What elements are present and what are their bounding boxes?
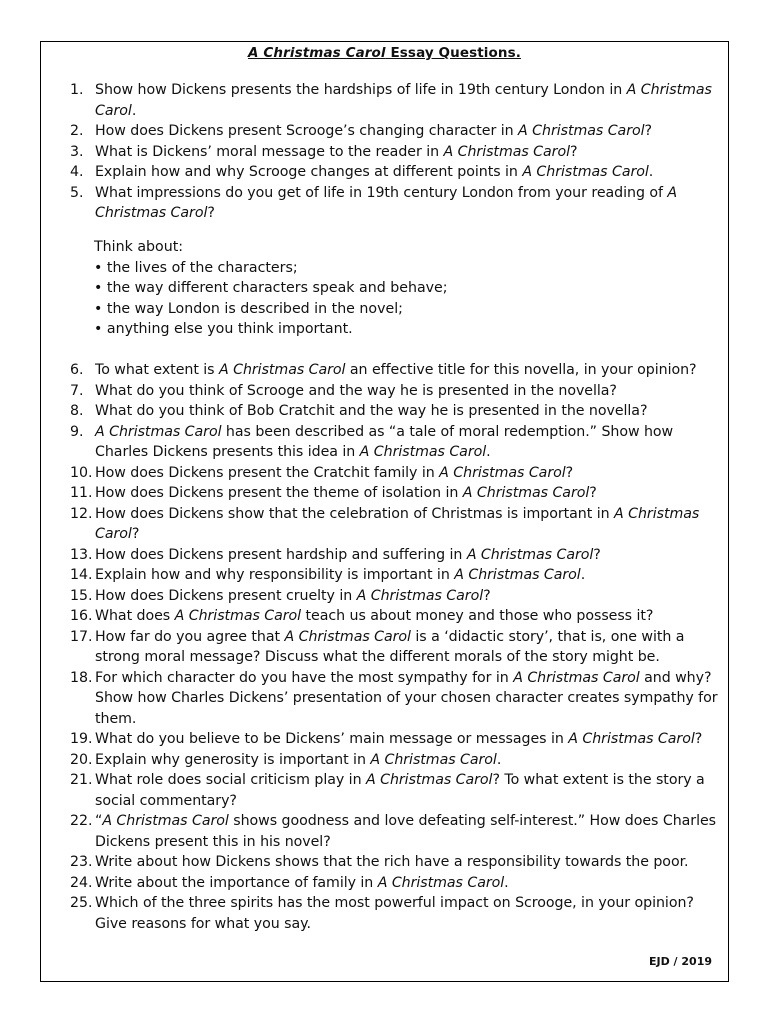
question-item — [70, 545, 722, 566]
question-item — [70, 852, 722, 873]
question-text: How does Dickens present the theme of isolation in — [95, 485, 463, 501]
question-text: How does Dickens present hardship and suffering in — [95, 546, 467, 563]
question-text: For which character do you have the most sympathy for in — [95, 669, 514, 686]
question-item — [70, 873, 722, 894]
question-number: 15. — [70, 587, 93, 604]
question-text: ? — [569, 143, 578, 160]
question-text: ? — [131, 526, 140, 542]
question-text: What do you think of Bob Cratchit and the way he is presented in the novella? — [95, 403, 648, 419]
question-number: 21. — [70, 772, 93, 788]
question-number: 2. — [70, 123, 84, 139]
title-italic: A Christmas Carol — [439, 464, 566, 481]
title-italic: A Christmas Carol — [462, 485, 590, 501]
question-item — [70, 586, 722, 607]
question-text: ? — [644, 123, 652, 139]
title-italic: A Christmas Carol — [522, 164, 649, 180]
question-text: teach us about money and those who possess it? — [301, 608, 654, 624]
question-number: 25. — [70, 895, 93, 911]
title-italic: A Christmas Carol — [356, 587, 484, 604]
title-italic: A Christmas Carol — [95, 505, 700, 542]
question-text: . — [648, 164, 654, 180]
question-item — [70, 121, 722, 142]
question-item — [70, 893, 722, 934]
think-item: • anything else you think important. — [94, 321, 353, 337]
question-item — [70, 627, 722, 668]
question-number: 6. — [70, 362, 84, 378]
title-italic: A Christmas Carol — [102, 813, 229, 829]
question-item — [70, 162, 722, 183]
question-number: 24. — [70, 874, 93, 891]
question-list-b — [70, 360, 722, 934]
question-item — [70, 463, 722, 484]
question-text: an effective title for this novella, in your opinion? — [345, 362, 697, 378]
question-text: . — [131, 102, 137, 119]
title-italic: A Christmas Carol — [466, 546, 594, 563]
question-item — [70, 381, 722, 402]
question-text: ? — [207, 205, 215, 221]
question-text: “ — [95, 813, 103, 829]
question-item — [70, 401, 722, 422]
question-number: 3. — [70, 143, 84, 160]
question-number: 13. — [70, 546, 93, 563]
think-item: • the way different characters speak and behave; — [94, 280, 448, 296]
think-about-heading: Think about: — [94, 239, 184, 255]
title-italic: A Christmas Carol — [95, 423, 222, 440]
question-text: What does — [95, 608, 175, 624]
question-number: 19. — [70, 731, 93, 747]
question-item — [70, 483, 722, 504]
title-italic: A Christmas Carol — [95, 82, 712, 119]
title-italic: A Christmas Carol — [568, 731, 695, 747]
footer-initials-year: EJD / 2019 — [648, 955, 712, 968]
title-italic: A Christmas Carol — [218, 362, 346, 378]
question-text: Show how Dickens presents the hardships of life in 19th century London in — [95, 82, 627, 98]
question-text: How far do you agree that — [95, 628, 285, 645]
question-item — [70, 668, 722, 730]
question-item — [70, 422, 722, 463]
question-text: ? — [483, 587, 491, 604]
title-italic: A Christmas Carol — [359, 444, 487, 460]
question-item — [70, 606, 722, 627]
page-title: A Christmas Carol Essay Questions. — [248, 45, 521, 61]
question-item — [70, 183, 722, 224]
title-italic: A Christmas Carol — [284, 628, 411, 645]
question-text: How does Dickens present Scrooge’s changing character in — [95, 123, 519, 139]
title-italic: A Christmas Carol — [95, 184, 678, 221]
title-italic: A Christmas Carol — [513, 669, 640, 686]
question-item — [70, 750, 722, 771]
question-number: 18. — [70, 669, 93, 686]
question-text: What do you believe to be Dickens’ main message or messages in — [95, 731, 569, 747]
question-text: What role does social criticism play in — [95, 772, 366, 788]
question-number: 10. — [70, 464, 93, 481]
question-number: 12. — [70, 505, 93, 522]
question-item — [70, 360, 722, 381]
title-italic: A Christmas Carol — [518, 123, 645, 139]
question-number: 1. — [70, 82, 84, 98]
question-number: 8. — [70, 403, 84, 419]
question-text: How does Dickens present cruelty in — [95, 587, 357, 604]
question-text: How does Dickens show that the celebration of Christmas is important in — [95, 505, 615, 522]
think-item: • the way London is described in the novel; — [94, 300, 403, 317]
question-number: 5. — [70, 184, 84, 201]
title-italic: A Christmas Carol — [174, 608, 302, 624]
question-text: Write about how Dickens shows that the rich have a responsibility towards the poor. — [95, 854, 689, 870]
question-number: 11. — [70, 485, 93, 501]
question-number: 14. — [70, 567, 93, 583]
question-text: and why? Show how Charles Dickens’ presentation of your chosen character creates sympathy for them. — [95, 669, 718, 727]
question-number: 23. — [70, 854, 93, 870]
question-text: shows goodness and love defeating self-interest.” How does Charles Dickens present this in his novel? — [95, 813, 716, 850]
title-italic: A Christmas Carol — [443, 143, 570, 160]
title-italic: A Christmas Carol — [454, 567, 581, 583]
question-text: is a ‘didactic story’, that is, one with a strong moral message? Discuss what the different morals of the story might be. — [95, 628, 685, 665]
question-text: has been described as “a tale of moral redemption.” Show how Charles Dickens presents this idea in — [95, 423, 674, 460]
question-text: Explain how and why responsibility is important in — [95, 567, 455, 583]
question-text: ? — [589, 485, 597, 501]
question-item — [70, 142, 722, 163]
question-text: What is Dickens’ moral message to the reader in — [95, 143, 444, 160]
question-number: 7. — [70, 382, 84, 399]
question-item — [70, 729, 722, 750]
question-number: 22. — [70, 813, 93, 829]
title-italic: A Christmas Carol — [365, 772, 493, 788]
think-about-block — [94, 237, 448, 340]
title-italic: A Christmas Carol — [370, 751, 497, 768]
think-item: • the lives of the characters; — [94, 259, 298, 276]
question-number: 20. — [70, 751, 93, 768]
question-text: What impressions do you get of life in 19th century London from your reading of — [95, 184, 668, 201]
question-text: . — [504, 874, 509, 891]
question-text: . — [486, 444, 491, 460]
question-text: ? To what extent is the story a social commentary? — [95, 772, 705, 809]
question-number: 4. — [70, 164, 84, 180]
question-text: Write about the importance of family in — [95, 874, 378, 891]
question-text: ? — [593, 546, 601, 563]
question-item — [70, 504, 722, 545]
question-number: 9. — [70, 423, 84, 440]
question-number: 17. — [70, 628, 93, 645]
question-number: 16. — [70, 608, 93, 624]
question-text: . — [496, 751, 502, 768]
question-item — [70, 565, 722, 586]
question-text: Which of the three spirits has the most powerful impact on Scrooge, in your opinion? Give reasons for what you say. — [95, 895, 694, 932]
question-text: What do you think of Scrooge and the way he is presented in the novella? — [95, 382, 617, 399]
question-text: ? — [565, 464, 574, 481]
question-text: How does Dickens present the Cratchit family in — [95, 464, 440, 481]
question-text: . — [580, 567, 586, 583]
question-text: To what extent is — [95, 362, 219, 378]
question-text: Explain how and why Scrooge changes at different points in — [95, 164, 523, 180]
question-item — [70, 80, 722, 121]
title-italic: A Christmas Carol — [377, 874, 505, 891]
question-item — [70, 811, 722, 852]
question-text: Explain why generosity is important in — [95, 751, 371, 768]
question-list-a — [70, 80, 722, 224]
question-text: ? — [694, 731, 703, 747]
question-item — [70, 770, 722, 811]
worksheet — [40, 41, 729, 982]
